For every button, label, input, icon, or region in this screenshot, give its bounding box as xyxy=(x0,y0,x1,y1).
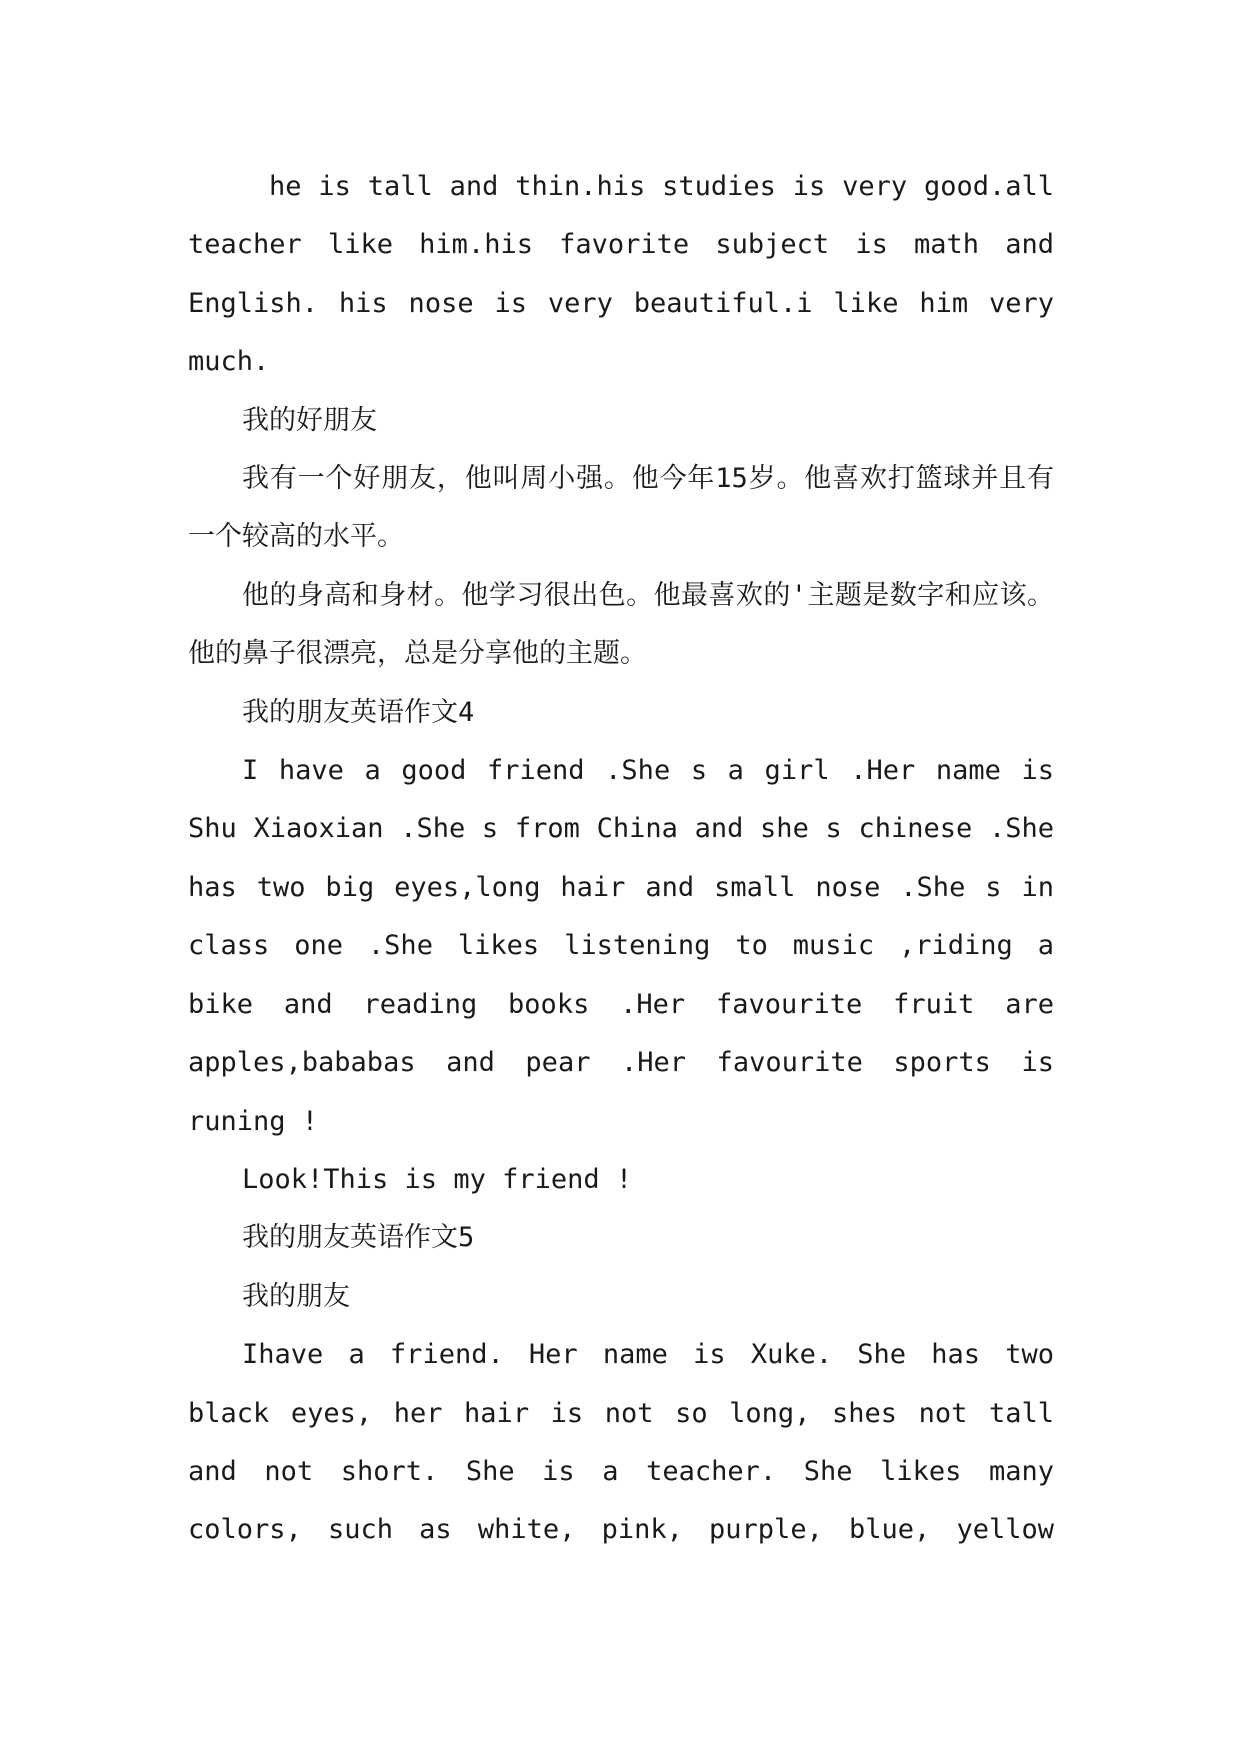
paragraph-friend-description: he is tall and thin.his studies is very good.all teacher like him.his favorite subject is math and English. his nose is very beautiful.i like him very much. xyxy=(188,171,1054,378)
heading-essay-4: 我的朋友英语作文4 xyxy=(242,696,475,728)
paragraph-zhou-xiaoqiang: 我有一个好朋友，他叫周小强。他今年15岁。他喜欢打篮球并且有一个较高的水平。 xyxy=(188,463,1054,553)
paragraph-shu-xiaoxian: I have a good friend .She s a girl .Her name is Shu Xiaoxian .She s from China and she s chinese .She has two big eyes,long hair and small nose .She s in class one .She likes listening to music ,riding a bike and reading books .Her favourite fruit are apples,bababas and pear .Her favourite sports is runing ! xyxy=(188,755,1054,1137)
heading-my-good-friend: 我的好朋友 xyxy=(242,404,377,436)
paragraph-look-this-is-my-friend: Look!This is my friend ! xyxy=(242,1163,633,1195)
heading-my-friend: 我的朋友 xyxy=(242,1280,350,1312)
paragraph-height-and-studies: 他的身高和身材。他学习很出色。他最喜欢的'主题是数字和应该。他的鼻子很漂亮，总是分享他的主题。 xyxy=(188,579,1054,670)
heading-essay-5: 我的朋友英语作文5 xyxy=(242,1222,475,1254)
document-page xyxy=(188,158,1054,1560)
paragraph-xuke: Ihave a friend. Her name is Xuke. She has two black eyes, her hair is not so long, shes not tall and not short. She is a teacher. She likes many colors, such as white, pink, purple, blue, yellow xyxy=(188,1339,1054,1546)
